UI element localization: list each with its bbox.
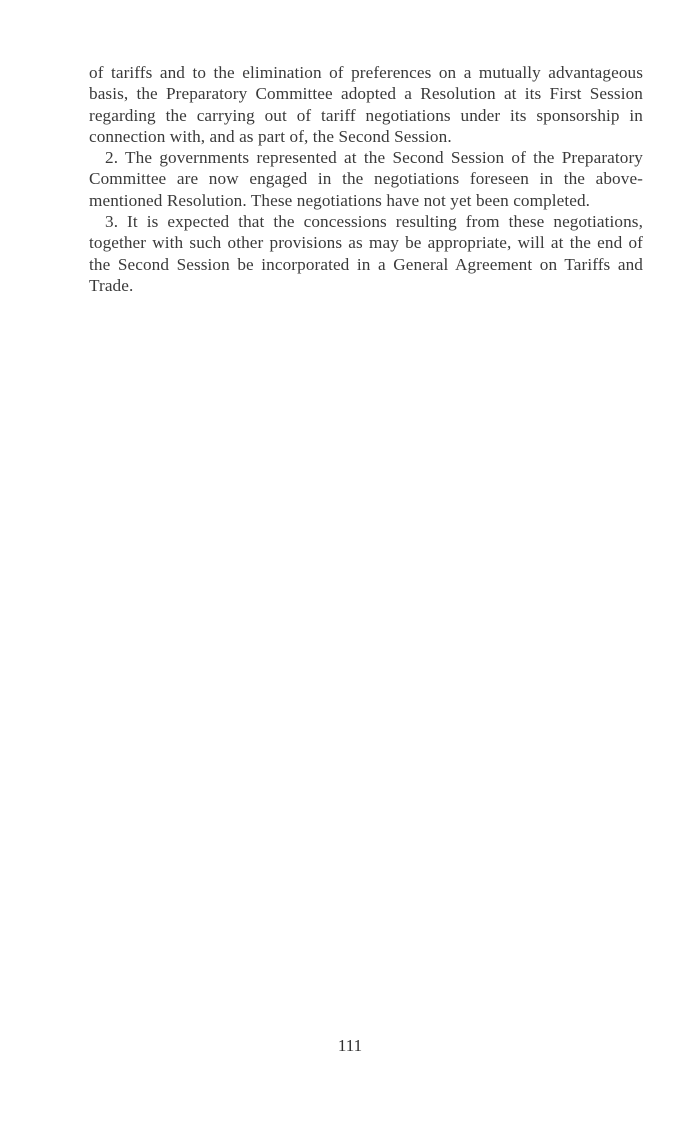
paragraph-2: 2. The governments represented at the Second Session of the Preparatory Committee are now engaged in the negotiations foreseen in the above-mentioned Resolution. These negotiations have not yet been completed.	[89, 148, 643, 210]
page-number: 111	[337, 1036, 363, 1055]
paragraph-continuation: of tariffs and to the elimination of preferences on a mutually advantageous basis, the Preparatory Committee adopted a Resolution at its First Session regarding the carrying out of tariff negotiations under its sponsorship in connection with, and as part of, the Second Session.	[89, 63, 643, 146]
page-body-text	[89, 62, 643, 296]
paragraph-3: 3. It is expected that the concessions resulting from these negotiations, together with such other provisions as may be appropriate, will at the end of the Second Session be incorporated in a General Agreement on Tariffs and Trade.	[89, 212, 643, 295]
